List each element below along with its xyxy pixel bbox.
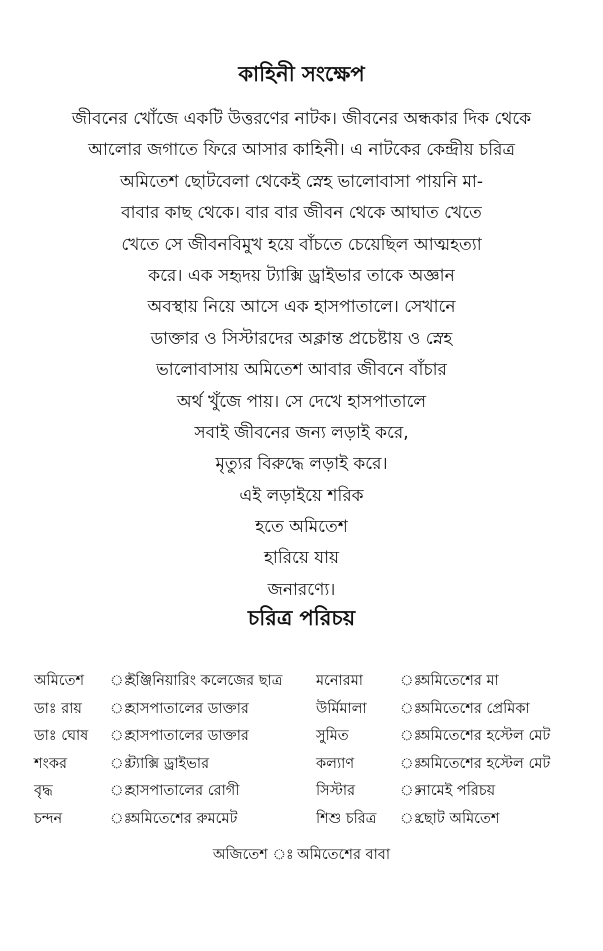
character-role: অমিতেশের বাবা bbox=[297, 847, 391, 863]
cast-list-right bbox=[316, 668, 586, 833]
synopsis-line: মৃত্যুর বিরুদ্ধে লড়াই করে। bbox=[215, 454, 388, 475]
separator: ঃ bbox=[400, 755, 422, 772]
synopsis-line: জনারণ্যে। bbox=[267, 579, 336, 600]
character-name: শংকর bbox=[34, 755, 67, 772]
character-role: ট্যাক্সি ড্রাইভার bbox=[128, 755, 210, 772]
synopsis-line: হতে অমিতেশ bbox=[255, 517, 348, 538]
cast-list-left bbox=[34, 668, 314, 833]
character-name: সুমিত bbox=[316, 728, 349, 744]
character-role: হাসপাতালের ডাক্তার bbox=[128, 728, 249, 744]
character-role: হাসপাতালের রোগী bbox=[128, 783, 240, 799]
separator: ঃ bbox=[400, 728, 422, 744]
character-name: মনোরমা bbox=[316, 673, 363, 689]
synopsis-line: আলোর জগাতে ফিরে আসার কাহিনী। এ নাটকের কেন্দ্রীয় চরিত্র bbox=[88, 140, 515, 161]
character-role: অমিতেশের হস্টেল মেট bbox=[418, 755, 551, 772]
cast-entry bbox=[316, 806, 586, 834]
synopsis-line: করে। এক সহৃদয় ট্যাক্সি ড্রাইভার তাকে অজ্ঞান bbox=[148, 265, 455, 286]
cast-entry bbox=[316, 668, 586, 696]
synopsis-line: জীবনের খোঁজে একটি উত্তরণের নাটক। জীবনের অন্ধকার দিক থেকে bbox=[71, 109, 532, 129]
character-role: হাসপাতালের ডাক্তার bbox=[128, 700, 249, 717]
cast-entry bbox=[316, 751, 586, 779]
synopsis-text bbox=[20, 104, 583, 606]
synopsis-line: এই লড়াইয়ে শরিক bbox=[239, 485, 364, 506]
character-role: নামেই পরিচয় bbox=[418, 783, 496, 799]
separator: ঃ bbox=[400, 810, 422, 827]
character-role: ছোট অমিতেশ bbox=[418, 810, 500, 827]
cast-entry bbox=[316, 723, 586, 751]
character-role: অমিতেশের মা bbox=[418, 673, 499, 689]
cast-entry bbox=[34, 696, 314, 724]
character-role: অমিতেশের রুমমেট bbox=[128, 810, 238, 827]
cast-entry bbox=[34, 668, 314, 696]
character-name: ডাঃ ঘোষ bbox=[34, 728, 89, 744]
character-name: ডাঃ রায় bbox=[34, 700, 82, 717]
synopsis-line: অবস্থায় নিয়ে আসে এক হাসপাতালে। সেখানে bbox=[147, 297, 456, 318]
cast-entry bbox=[34, 751, 314, 779]
synopsis-line: ডাক্তার ও সিস্টারদের অক্লান্ত প্রচেষ্টায় ও স্নেহ bbox=[150, 328, 453, 349]
character-name: বৃদ্ধ bbox=[34, 783, 53, 799]
synopsis-line: খেতে সে জীবনবিমুখ হয়ে বাঁচতে চেয়েছিল আত্মহত্যা bbox=[121, 234, 482, 255]
character-role: অমিতেশের হস্টেল মেট bbox=[418, 728, 551, 744]
separator: ঃ bbox=[400, 673, 422, 689]
character-name: উর্মিমালা bbox=[316, 700, 367, 717]
character-name: কল্যাণ bbox=[316, 755, 355, 772]
character-name: চন্দন bbox=[34, 810, 63, 827]
character-role: ইঞ্জিনিয়ারিং কলেজের ছাত্র bbox=[128, 673, 283, 689]
separator: ঃ bbox=[110, 700, 132, 717]
synopsis-line: বাবার কাছ থেকে। বার বার জীবন থেকে আঘাত খেতে bbox=[121, 203, 482, 224]
synopsis-line: সবাই জীবনের জন্য লড়াই করে, bbox=[194, 422, 409, 443]
character-role: অমিতেশের প্রেমিকা bbox=[418, 700, 530, 717]
character-name: শিশু চরিত্র bbox=[316, 810, 377, 827]
separator: ঃ bbox=[110, 810, 132, 827]
separator: ঃ bbox=[110, 783, 132, 799]
characters-heading: চরিত্র পরিচয় bbox=[247, 606, 356, 630]
separator: ঃ bbox=[400, 700, 422, 717]
cast-entry bbox=[316, 778, 586, 806]
character-name: সিস্টার bbox=[316, 783, 356, 799]
cast-entry bbox=[34, 778, 314, 806]
character-name: অজিতেশ bbox=[212, 847, 268, 863]
separator: ঃ bbox=[272, 847, 294, 863]
synopsis-line: হারিয়ে যায় bbox=[263, 548, 340, 569]
character-name: অমিতেশ bbox=[34, 673, 85, 689]
separator: ঃ bbox=[110, 673, 132, 689]
cast-entry bbox=[34, 723, 314, 751]
separator: ঃ bbox=[400, 783, 422, 799]
synopsis-line: অর্থ খুঁজে পায়। সে দেখে হাসপাতালে bbox=[176, 391, 427, 412]
separator: ঃ bbox=[110, 728, 132, 744]
synopsis-line: অমিতেশ ছোটবেলা থেকেই স্নেহ ভালোবাসা পায়নি মা- bbox=[119, 171, 484, 192]
separator: ঃ bbox=[110, 755, 132, 772]
cast-entry-centered bbox=[0, 842, 603, 868]
synopsis-heading: কাহিনী সংক্ষেপ bbox=[238, 62, 365, 86]
cast-entry bbox=[316, 696, 586, 724]
synopsis-line: ভালোবাসায় অমিতেশ আবার জীবনে বাঁচার bbox=[156, 360, 447, 381]
cast-entry bbox=[34, 806, 314, 834]
